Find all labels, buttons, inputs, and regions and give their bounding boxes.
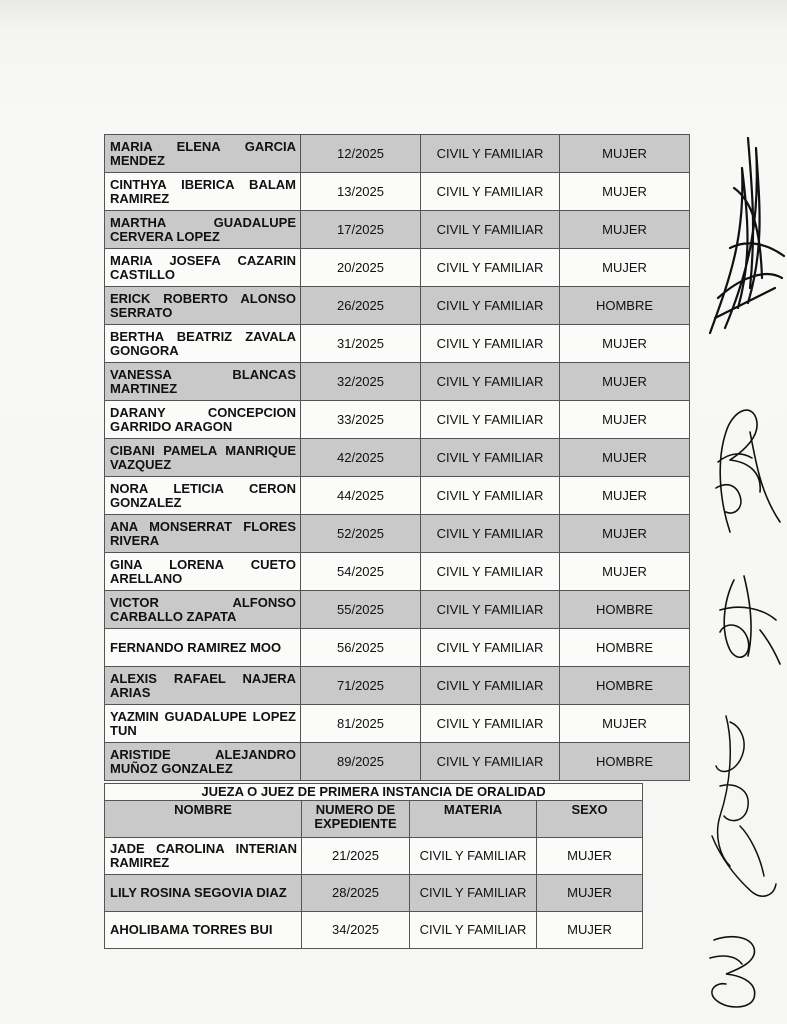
expediente-cell: 21/2025: [302, 838, 410, 875]
sexo-cell: MUJER: [560, 439, 690, 477]
materia-cell: CIVIL Y FAMILIAR: [410, 875, 537, 912]
sexo-cell: MUJER: [560, 135, 690, 173]
expediente-cell: 17/2025: [301, 211, 421, 249]
expediente-cell: 54/2025: [301, 553, 421, 591]
materia-cell: CIVIL Y FAMILIAR: [421, 553, 560, 591]
oralidad-table-body: [105, 838, 643, 949]
materia-cell: CIVIL Y FAMILIAR: [421, 439, 560, 477]
sexo-cell: MUJER: [560, 173, 690, 211]
sexo-cell: HOMBRE: [560, 591, 690, 629]
oralidad-table-head: [105, 784, 643, 838]
expediente-cell: 13/2025: [301, 173, 421, 211]
oralidad-judges-table: [104, 783, 643, 949]
sexo-cell: MUJER: [537, 875, 643, 912]
sexo-cell: MUJER: [560, 515, 690, 553]
name-cell: GINA LORENA CUETO ARELLANO: [105, 553, 301, 591]
table-row: [105, 667, 690, 705]
sexo-cell: HOMBRE: [560, 667, 690, 705]
name-cell: ARISTIDE ALEJANDRO MUÑOZ GONZALEZ: [105, 743, 301, 781]
expediente-cell: 55/2025: [301, 591, 421, 629]
name-cell: ANA MONSERRAT FLORES RIVERA: [105, 515, 301, 553]
sexo-cell: MUJER: [560, 477, 690, 515]
expediente-cell: 32/2025: [301, 363, 421, 401]
materia-cell: CIVIL Y FAMILIAR: [421, 325, 560, 363]
sexo-cell: MUJER: [560, 363, 690, 401]
table-row: [105, 135, 690, 173]
name-cell: JADE CAROLINA INTERIAN RAMIREZ: [105, 838, 302, 875]
materia-cell: CIVIL Y FAMILIAR: [421, 401, 560, 439]
materia-cell: CIVIL Y FAMILIAR: [421, 135, 560, 173]
handwritten-signature-2-icon: [690, 392, 787, 542]
table-row: [105, 591, 690, 629]
table-row: [105, 515, 690, 553]
name-cell: CIBANI PAMELA MANRIQUE VAZQUEZ: [105, 439, 301, 477]
table-row: [105, 912, 643, 949]
materia-cell: CIVIL Y FAMILIAR: [421, 743, 560, 781]
name-cell: NORA LETICIA CERON GONZALEZ: [105, 477, 301, 515]
handwritten-signature-1-icon: [690, 128, 787, 348]
expediente-cell: 71/2025: [301, 667, 421, 705]
table-row: [105, 629, 690, 667]
name-cell: FERNANDO RAMIREZ MOO: [105, 629, 301, 667]
expediente-cell: 33/2025: [301, 401, 421, 439]
materia-cell: CIVIL Y FAMILIAR: [421, 629, 560, 667]
materia-cell: CIVIL Y FAMILIAR: [410, 912, 537, 949]
materia-cell: CIVIL Y FAMILIAR: [421, 363, 560, 401]
table-row: [105, 287, 690, 325]
table-row: [105, 249, 690, 287]
name-cell: MARIA JOSEFA CAZARIN CASTILLO: [105, 249, 301, 287]
table-header-row: [105, 801, 643, 838]
name-cell: AHOLIBAMA TORRES BUI: [105, 912, 302, 949]
expediente-cell: 89/2025: [301, 743, 421, 781]
sexo-cell: MUJER: [560, 211, 690, 249]
handwritten-signature-4-icon: [690, 706, 787, 906]
table-title-row: [105, 784, 643, 801]
table-row: [105, 325, 690, 363]
expediente-cell: 28/2025: [302, 875, 410, 912]
handwritten-signature-3-icon: [690, 560, 787, 670]
table-row: [105, 743, 690, 781]
name-cell: DARANY CONCEPCION GARRIDO ARAGON: [105, 401, 301, 439]
name-cell: BERTHA BEATRIZ ZAVALA GONGORA: [105, 325, 301, 363]
materia-cell: CIVIL Y FAMILIAR: [421, 173, 560, 211]
expediente-cell: 26/2025: [301, 287, 421, 325]
materia-cell: CIVIL Y FAMILIAR: [410, 838, 537, 875]
table-row: [105, 439, 690, 477]
table-row: [105, 173, 690, 211]
header-expediente: NUMERO DE EXPEDIENTE: [302, 801, 410, 838]
expediente-cell: 42/2025: [301, 439, 421, 477]
table-row: [105, 211, 690, 249]
header-materia: MATERIA: [410, 801, 537, 838]
table-row: [105, 705, 690, 743]
expediente-cell: 81/2025: [301, 705, 421, 743]
table-row: [105, 401, 690, 439]
name-cell: LILY ROSINA SEGOVIA DIAZ: [105, 875, 302, 912]
materia-cell: CIVIL Y FAMILIAR: [421, 477, 560, 515]
header-nombre: NOMBRE: [105, 801, 302, 838]
materia-cell: CIVIL Y FAMILIAR: [421, 211, 560, 249]
sexo-cell: MUJER: [560, 249, 690, 287]
materia-cell: CIVIL Y FAMILIAR: [421, 705, 560, 743]
name-cell: VANESSA BLANCAS MARTINEZ: [105, 363, 301, 401]
name-cell: MARTHA GUADALUPE CERVERA LOPEZ: [105, 211, 301, 249]
sexo-cell: MUJER: [560, 705, 690, 743]
name-cell: YAZMIN GUADALUPE LOPEZ TUN: [105, 705, 301, 743]
materia-cell: CIVIL Y FAMILIAR: [421, 249, 560, 287]
materia-cell: CIVIL Y FAMILIAR: [421, 287, 560, 325]
materia-cell: CIVIL Y FAMILIAR: [421, 667, 560, 705]
expediente-cell: 34/2025: [302, 912, 410, 949]
expediente-cell: 52/2025: [301, 515, 421, 553]
table-row: [105, 553, 690, 591]
materia-cell: CIVIL Y FAMILIAR: [421, 591, 560, 629]
table-row: [105, 838, 643, 875]
sexo-cell: HOMBRE: [560, 287, 690, 325]
table-row: [105, 363, 690, 401]
sexo-cell: MUJER: [537, 838, 643, 875]
judges-table-body: [105, 135, 690, 781]
table-title: JUEZA O JUEZ DE PRIMERA INSTANCIA DE ORALIDAD: [105, 784, 643, 801]
expediente-cell: 56/2025: [301, 629, 421, 667]
name-cell: VICTOR ALFONSO CARBALLO ZAPATA: [105, 591, 301, 629]
judges-table: [104, 134, 690, 781]
sexo-cell: MUJER: [560, 325, 690, 363]
sexo-cell: MUJER: [537, 912, 643, 949]
name-cell: MARIA ELENA GARCIA MENDEZ: [105, 135, 301, 173]
table-row: [105, 477, 690, 515]
table-row: [105, 875, 643, 912]
expediente-cell: 12/2025: [301, 135, 421, 173]
header-sexo: SEXO: [537, 801, 643, 838]
handwritten-signature-5-icon: [690, 918, 787, 1014]
name-cell: ERICK ROBERTO ALONSO SERRATO: [105, 287, 301, 325]
name-cell: CINTHYA IBERICA BALAM RAMIREZ: [105, 173, 301, 211]
sexo-cell: HOMBRE: [560, 743, 690, 781]
expediente-cell: 44/2025: [301, 477, 421, 515]
sexo-cell: MUJER: [560, 553, 690, 591]
name-cell: ALEXIS RAFAEL NAJERA ARIAS: [105, 667, 301, 705]
materia-cell: CIVIL Y FAMILIAR: [421, 515, 560, 553]
sexo-cell: MUJER: [560, 401, 690, 439]
expediente-cell: 31/2025: [301, 325, 421, 363]
sexo-cell: HOMBRE: [560, 629, 690, 667]
expediente-cell: 20/2025: [301, 249, 421, 287]
